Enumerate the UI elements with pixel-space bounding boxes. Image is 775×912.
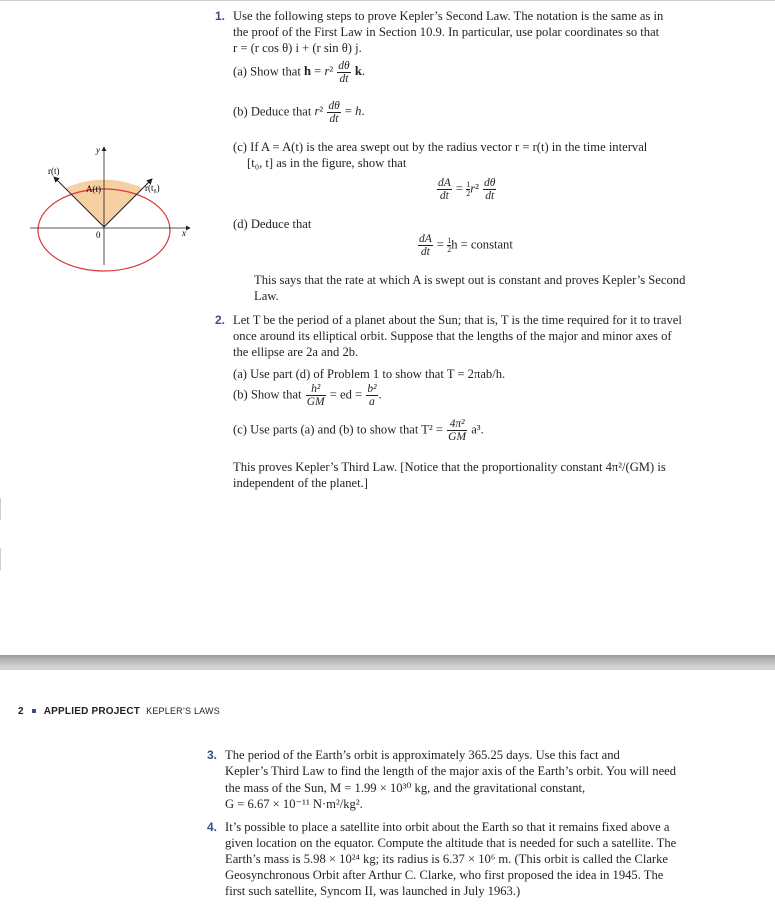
running-footer	[18, 706, 220, 717]
problem-2-line-1: Let T be the period of a planet about the Sun; that is, T is the time required for it to travel	[233, 313, 682, 327]
label-y: y	[96, 145, 100, 155]
problem-3-line-2: Kepler’s Third Law to find the length of the major axis of the Earth’s orbit. You will need	[225, 764, 677, 778]
problem-4-line-2: given location on the equator. Compute the altitude that is needed for such a satellite. The	[225, 836, 677, 850]
problem-1-conclusion-line-1: This says that the rate at which A is swept out is constant and proves Kepler’s Second	[254, 273, 686, 287]
problem-2c-tail: a³.	[471, 422, 484, 437]
problem-1b	[233, 100, 365, 130]
problem-1b-formula: r² $\frac{d\theta}{dt}$ = h.	[314, 100, 365, 125]
problem-4-line-4: Geosynchronous Orbit after Arthur C. Clarke, who first proposed the idea in 1945. The	[225, 868, 664, 882]
problem-2-number: 2.	[215, 313, 226, 327]
page-separator	[0, 655, 775, 669]
problem-3-line-1: The period of the Earth’s orbit is approximately 365.25 days. Use this fact and	[225, 748, 620, 762]
problem-2b: (b) Show that $\frac{\text{h²}}{GM}$ = ed = $\frac{\text{b²}}{a}$ .	[233, 383, 382, 408]
problem-1c-formula: $\frac{dA}{dt}$ = $\frac{1}{2}$ r² $\frac{d\theta}{dt}$	[438, 177, 496, 202]
label-x: x	[182, 228, 186, 238]
problem-1d-formula: $\frac{dA}{dt}$ = $\frac{1}{2}$ h = constant	[419, 233, 513, 258]
problem-2a: (a) Use part (d) of Problem 1 to show that T = 2πab/h.	[233, 367, 506, 381]
project-title: KEPLER’S LAWS	[146, 706, 220, 716]
problem-1-intro-line-1: Use the following steps to prove Kepler’s Second Law. The notation is the same as in	[233, 9, 664, 23]
problem-2c-label: (c) Use parts (a) and (b) to show that T² =	[233, 422, 443, 437]
problem-1a-formula: h = r² $\frac{d\theta}{dt}$ k.	[304, 60, 366, 85]
problem-1a	[233, 60, 365, 90]
problem-1d-label: (d) Deduce that	[233, 217, 312, 231]
problem-2b-label: (b) Show that	[233, 387, 302, 402]
problem-1a-label: (a) Show that	[233, 64, 301, 79]
orbit-figure	[20, 145, 220, 265]
page-number: 2	[18, 706, 24, 717]
page-edge-mark	[0, 548, 1, 570]
problem-3-number: 3.	[207, 748, 218, 762]
problem-1c-line-2: [t₀, t] as in the figure, show that	[247, 156, 407, 170]
footer-bullet	[32, 709, 36, 713]
problem-2-conclusion-line-2: independent of the planet.]	[233, 476, 368, 490]
problem-3-line-3: the mass of the Sun, M = 1.99 × 10³⁰ kg, and the gravitational constant,	[225, 781, 586, 795]
page-edge-mark	[0, 498, 1, 520]
problem-1-conclusion-line-2: Law.	[254, 289, 279, 303]
problem-4-number: 4.	[207, 820, 218, 834]
problem-4-line-3: Earth’s mass is 5.98 × 10²⁴ kg; its radius is 6.37 × 10⁶ m. (This orbit is called the Clarke	[225, 852, 669, 866]
problem-2b-mid: = ed =	[329, 387, 363, 402]
problem-1c-line-1: (c) If A = A(t) is the area swept out by the radius vector r = r(t) in the time interval	[233, 140, 648, 154]
problem-4-line-5: first such satellite, Syncom II, was launched in July 1963.)	[225, 884, 521, 898]
problem-2-line-3: the ellipse are 2a and 2b.	[233, 345, 359, 359]
problem-2-line-2: once around its elliptical orbit. Suppose that the lengths of the major and minor axes of	[233, 329, 672, 343]
problem-1d-rhs: h = constant	[451, 237, 513, 252]
label-rt: r(t)	[48, 166, 60, 176]
problem-3-line-4: G = 6.67 × 10⁻¹¹ N·m²/kg².	[225, 797, 363, 811]
problem-1-intro-line-2: the proof of the First Law in Section 10.9. In particular, use polar coordinates so that	[233, 25, 660, 39]
problem-4-line-1: It’s possible to place a satellite into orbit about the Earth so that it remains fixed above a	[225, 820, 670, 834]
project-label: APPLIED PROJECT	[43, 706, 141, 717]
problem-1b-label: (b) Deduce that	[233, 104, 312, 119]
problem-2-conclusion-line-1: This proves Kepler’s Third Law. [Notice that the proportionality constant 4π²/(GM) is	[233, 460, 666, 474]
label-area: A(t)	[86, 184, 101, 194]
label-origin: 0	[96, 230, 101, 240]
problem-1-number: 1.	[215, 9, 226, 23]
problem-2c: (c) Use parts (a) and (b) to show that T² = $\frac{\text{4π²}}{GM}$ a³.	[233, 418, 484, 443]
label-rt0: r(t₀)	[145, 183, 160, 193]
problem-1-intro-equation: r = (r cos θ) i + (r sin θ) j.	[233, 41, 362, 55]
